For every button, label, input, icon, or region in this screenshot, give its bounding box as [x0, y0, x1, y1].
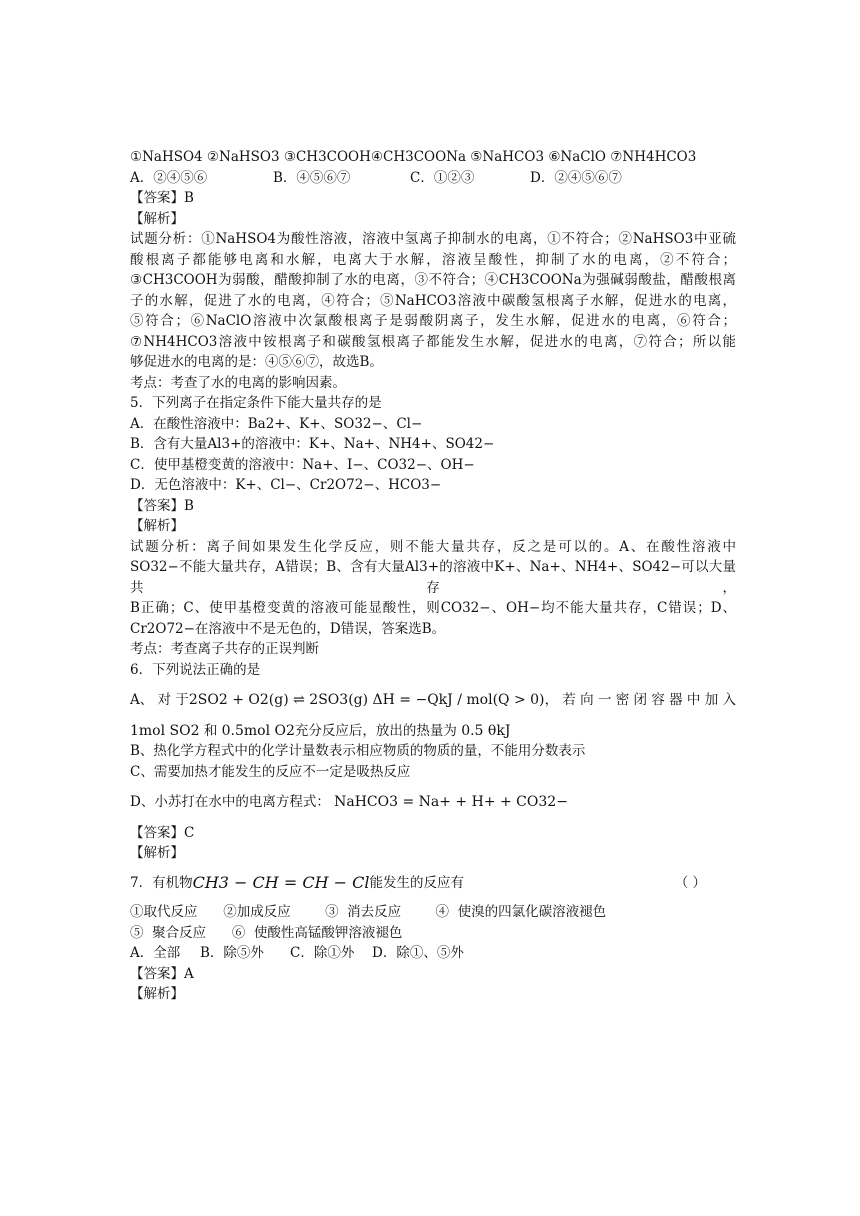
q6-o2-amount: 0.5mol O2	[221, 722, 295, 739]
q6-thermo-equation: 2SO2 + O2(g) ⇌ 2SO3(g) ΔH = −QkJ / mol(Q > 0)	[188, 692, 545, 708]
q5-analysis-line-4: Cr2O72−在溶液中不是无色的，D错误，答案选B。	[130, 620, 446, 637]
q6-choice-b: B、热化学方程式中的化学计量数表示相应物质的物质的量，不能用分数表示	[130, 743, 586, 759]
q6-heat-value: 0.5 θkJ	[461, 722, 511, 739]
q7-stem-prefix: 7．有机物	[130, 874, 193, 891]
q6-choice-a-prefix: A、 对 于	[130, 692, 189, 708]
q6-choice-d	[130, 792, 736, 813]
q4-choice-b: B．④⑤⑥⑦	[273, 169, 351, 186]
q7-answer: 【答案】A	[130, 965, 194, 982]
q4-analysis-line-3: ③CH3COOH为弱酸，醋酸抑制了水的电离，③不符合；④CH3COONa为强碱弱酸盐，醋酸根离	[130, 272, 736, 288]
q5-choice-c: C．使甲基橙变黄的溶液中：Na+、I−、CO32−、OH−	[130, 456, 475, 473]
q5-analysis-line-3: B正确；C、使甲基橙变黄的溶液可能显酸性，则CO32−、OH−均不能大量共存，C错误；D、	[130, 600, 736, 616]
q6-choice-d-text: D、小苏打在水中的电离方程式：	[130, 794, 330, 810]
q5-choice-b: B．含有大量Al3+的溶液中：K+、Na+、NH4+、SO42−	[130, 436, 495, 452]
q5-choice-a: A．在酸性溶液中：Ba2+、K+、SO32−、Cl−	[130, 415, 423, 432]
q4-analysis-line-2: 酸根离子都能够电离和水解，电离大于水解，溶液呈酸性，抑制了水的电离，②不符合；	[130, 251, 736, 268]
q6-ionization-equation: NaHCO3 = Na+ + H+ + CO32−	[334, 794, 568, 810]
q7-analysis-heading: 【解析】	[130, 986, 184, 1002]
q6-so2-amount: 1mol SO2	[130, 722, 200, 739]
q7-choice-b: B．除⑤外	[200, 945, 264, 961]
q4-options-list: ①NaHSO4 ②NaHSO3 ③CH3COOH④CH3COONa ⑤NaHCO3 ⑥NaClO ⑦NH4HCO3	[130, 149, 697, 165]
q5-analysis-line-2: SO32−不能大量共存，A错误；B、含有大量Al3+的溶液中K+、Na+、NH4+、SO42−可以大量共存，	[130, 559, 736, 596]
q7-formula: CH3 − CH = CH − Cl	[192, 872, 370, 892]
q7-answer-blank: （ ）	[674, 874, 706, 891]
q7-choice-a: A．全部	[130, 945, 181, 961]
q7-options-line-2: ⑤ 聚合反应 ⑥ 使酸性高锰酸钾溶液褪色	[130, 924, 403, 941]
q6-choice-a-line-1	[130, 690, 736, 711]
q4-answer: 【答案】B	[130, 190, 194, 206]
q6-choice-c: C、需要加热才能发生的反应不一定是吸热反应	[130, 763, 411, 780]
q6-analysis-heading: 【解析】	[130, 845, 184, 861]
document-page	[130, 147, 736, 1005]
q6-choice-a-line-2	[130, 721, 736, 742]
q4-choice-c: C．①②③	[410, 169, 475, 186]
q6-heat-text: 充分反应后，放出的热量为	[294, 722, 457, 739]
q4-analysis-line-6: ⑦NH4HCO3溶液中铵根离子和碳酸氢根离子都能发生水解，促进水的电离，⑦符合；所以能	[130, 333, 736, 350]
q4-choice-d: D．②④⑤⑥⑦	[530, 169, 622, 186]
q4-analysis-line-1: 试题分析：①NaHSO4为酸性溶液，溶液中氢离子抑制水的电离，①不符合；②NaHSO3中亚硫	[130, 231, 736, 247]
q4-analysis-line-5: ⑤符合；⑥NaClO溶液中次氯酸根离子是弱酸阴离子，发生水解，促进水的电离，⑥符合；	[130, 313, 736, 329]
q5-answer: 【答案】B	[130, 497, 194, 514]
q7-choices	[130, 943, 736, 964]
q4-analysis-heading: 【解析】	[130, 210, 184, 227]
q7-stem	[130, 873, 736, 894]
q7-choice-c: C．除①外	[290, 945, 355, 961]
q7-stem-suffix: 能发生的反应有	[369, 874, 464, 891]
q7-choice-d: D．除①、⑤外	[372, 945, 464, 961]
q4-analysis-line-7: 够促进水的电离的是：④⑤⑥⑦，故选B。	[130, 354, 383, 370]
q6-answer: 【答案】C	[130, 824, 195, 841]
q4-choices	[130, 168, 736, 189]
q4-analysis-line-4: 子的水解，促进了水的电离，④符合；⑤NaHCO3溶液中碳酸氢根离子水解，促进水的电离，	[130, 292, 736, 309]
q5-key-point: 考点：考查离子共存的正误判断	[130, 641, 319, 657]
q5-choice-d: D．无色溶液中：K+、Cl−、Cr2O72−、HCO3−	[130, 477, 442, 493]
q6-and-text: 和	[203, 722, 218, 739]
q6-stem: 6．下列说法正确的是	[130, 661, 261, 678]
q7-options-line-1: ①取代反应 ②加成反应 ③ 消去反应 ④ 使溴的四氯化碳溶液褪色	[130, 904, 607, 920]
q4-choice-a: A．②④⑤⑥	[130, 169, 208, 186]
q5-analysis-heading: 【解析】	[130, 518, 184, 534]
q5-analysis-line-1: 试题分析：离子间如果发生化学反应，则不能大量共存，反之是可以的。A、在酸性溶液中	[130, 538, 736, 555]
q5-stem: 5．下列离子在指定条件下能大量共存的是	[130, 395, 382, 411]
q6-choice-a-suffix: ， 若 向 一 密 闭 容 器 中 加 入	[544, 692, 736, 708]
q4-key-point: 考点：考查了水的电离的影响因素。	[130, 374, 346, 391]
